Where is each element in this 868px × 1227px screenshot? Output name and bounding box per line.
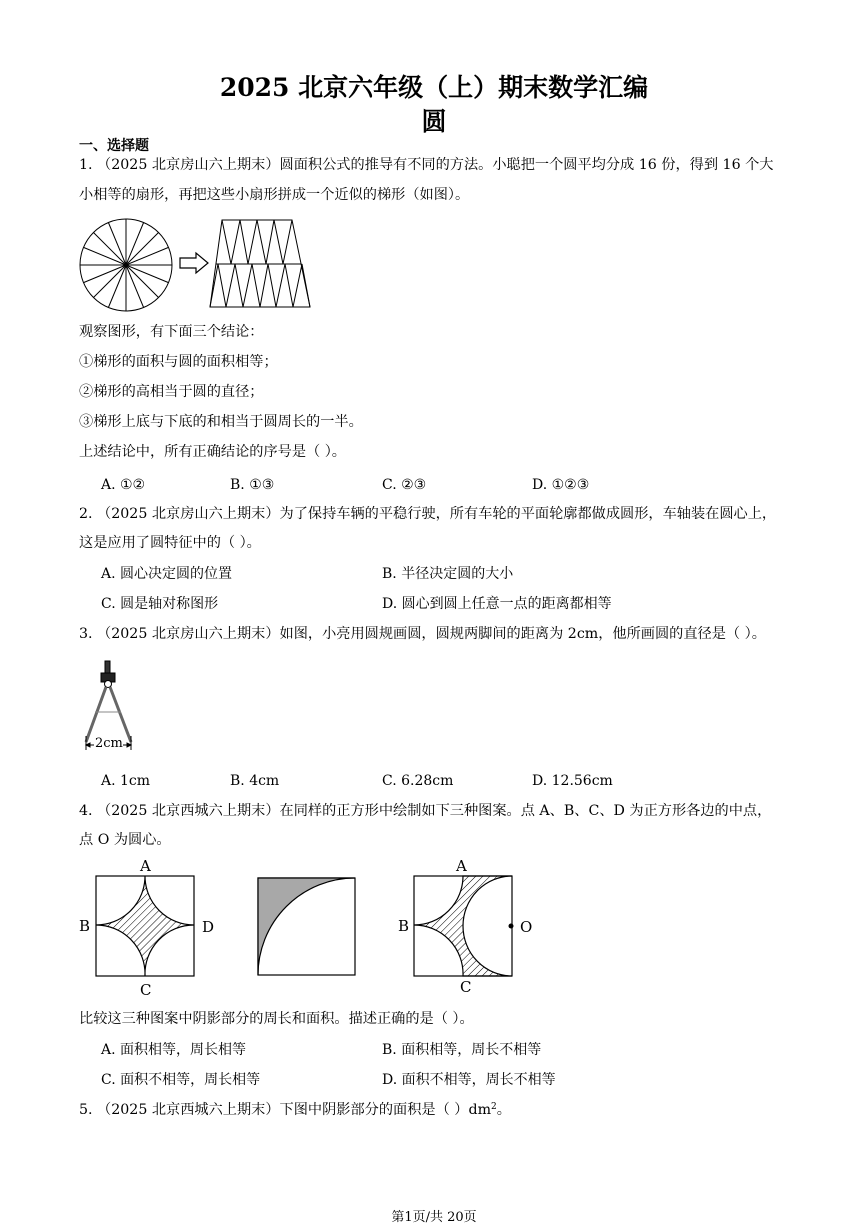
q4-label-a-3: A [456,857,467,875]
q1-approximate-trapezoid [210,220,310,307]
section-heading: 一、选择题 [79,138,149,154]
q2-stem-line2: 这是应用了圆特征中的（ ）。 [79,535,261,551]
q4-label-d-1: D [202,918,215,936]
q1-stem-line1: 1. （2025 北京房山六上期末）圆面积公式的推导有不同的方法。小聪把一个圆平均分成 16 份，得到 16 个大 [79,157,774,173]
q1-observe: 观察图形，有下面三个结论： [79,324,264,340]
q4-label-c-3: C [460,978,472,996]
q1-arrow [180,253,208,273]
q3-stem: 3. （2025 北京房山六上期末）如图，小亮用圆规画圆，圆规两脚间的距离为 2cm，他所画圆的直径是（ ）。 [79,626,766,642]
q2-option-a[interactable]: A. 圆心决定圆的位置 [101,566,233,582]
q4-option-b[interactable]: B. 面积相等，周长不相等 [382,1042,542,1058]
q4-pattern-2 [257,877,357,977]
q3-option-d[interactable]: D. 12.56cm [532,773,613,789]
q1-question: 上述结论中，所有正确结论的序号是（ ）。 [79,444,346,460]
q5-stem [79,1100,799,1120]
q3-option-c[interactable]: C. 6.28cm [382,773,454,789]
q2-option-d[interactable]: D. 圆心到圆上任意一点的距离都相等 [382,596,612,612]
page-footer: 第1页/共 20页 [391,1210,477,1225]
q4-label-a-1: A [140,857,151,875]
q2-stem-line1: 2. （2025 北京房山六上期末）为了保持车辆的平稳行驶，所有车轮的平面轮廓都做成圆形，车轴装在圆心上， [79,506,777,522]
q1-sector-circle [80,219,172,311]
page-subtitle: 圆 [421,107,447,136]
q4-option-c[interactable]: C. 面积不相等，周长相等 [101,1072,261,1088]
q3-option-a[interactable]: A. 1cm [101,773,151,789]
q5-stem-text: 5. （2025 北京西城六上期末）下图中阴影部分的面积是（ ）dm [79,1102,492,1118]
q2-option-b[interactable]: B. 半径决定圆的大小 [382,566,514,582]
q4-option-d[interactable]: D. 面积不相等，周长不相等 [382,1072,556,1088]
q4-stem-line2: 点 O 为圆心。 [79,832,171,848]
q4-label-b-1: B [79,917,91,935]
q4-option-a[interactable]: A. 面积相等，周长相等 [101,1042,247,1058]
q4-label-b-3: B [398,917,410,935]
q5-unit-exponent: 2 [491,1102,497,1112]
page-title: 2025 北京六年级（上）期末数学汇编 [219,73,649,102]
q1-option-b[interactable]: B. ①③ [230,477,275,493]
q1-option-a[interactable]: A. ①② [101,477,146,493]
q1-stem-line2: 小相等的扇形，再把这些小扇形拼成一个近似的梯形（如图）。 [79,187,470,203]
q4-stem-line1: 4. （2025 北京西城六上期末）在同样的正方形中绘制如下三种图案。点 A、B、C、D 为正方形各边的中点， [79,803,772,819]
q1-option-c[interactable]: C. ②③ [382,477,427,493]
q3-option-b[interactable]: B. 4cm [230,773,280,789]
q4-question: 比较这三种图案中阴影部分的周长和面积。描述正确的是（ ）。 [79,1011,474,1027]
q1-option-d[interactable]: D. ①②③ [532,477,590,493]
q1-conclusion-1: ①梯形的面积与圆的面积相等； [79,354,278,370]
q4-label-o-3: O [520,918,533,936]
q4-pattern-3 [413,875,517,978]
q1-conclusion-2: ②梯形的高相当于圆的直径； [79,384,264,400]
q4-pattern-1 [95,875,195,978]
q2-option-c[interactable]: C. 圆是轴对称图形 [101,596,219,612]
q1-conclusion-3: ③梯形上底与下底的和相当于圆周长的一半。 [79,414,363,430]
q4-label-c-1: C [140,981,152,999]
q3-compass-label: 2cm [95,736,123,751]
q5-stem-end: 。 [496,1102,511,1118]
q1-circle-trapezoid-figure [76,218,316,318]
